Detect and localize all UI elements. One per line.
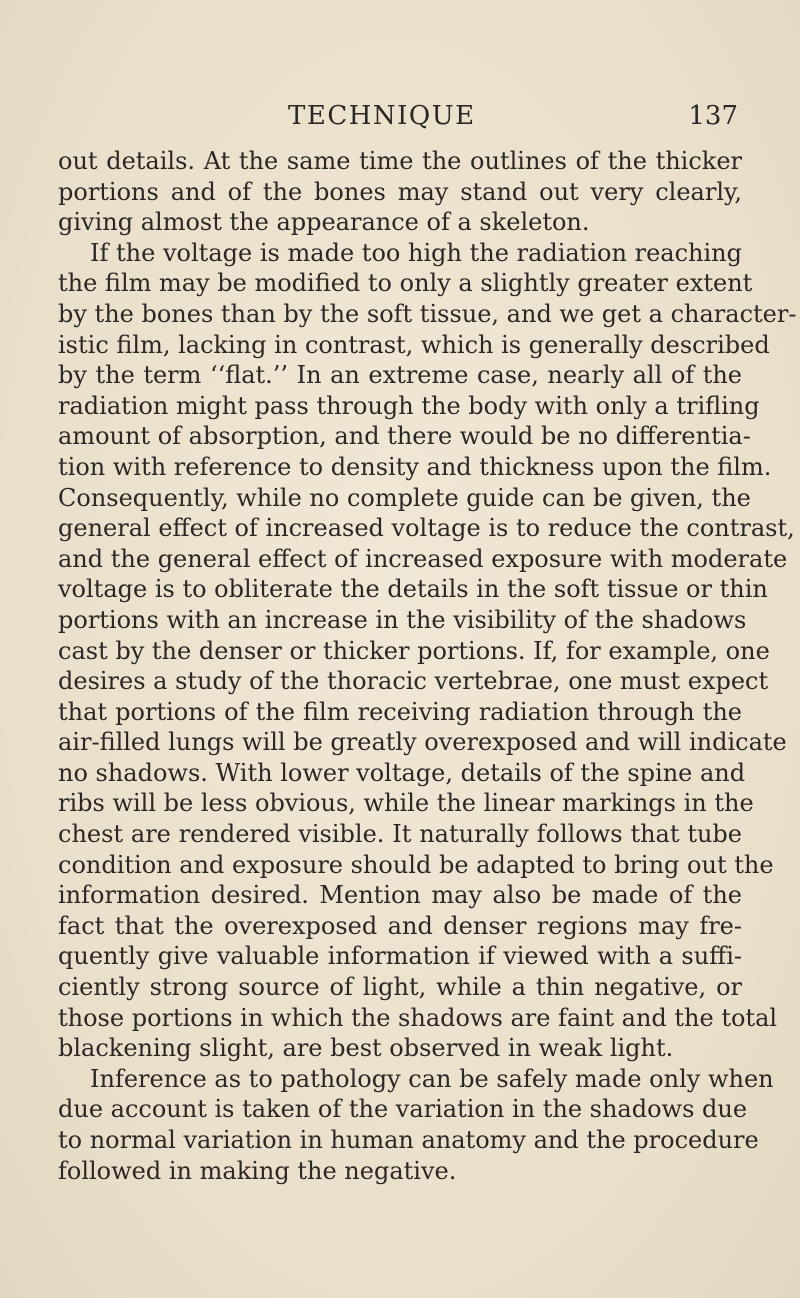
text-line: due account is taken of the variation in the shadows due xyxy=(58,1095,748,1124)
text-line: those portions in which the shadows are faint and the total xyxy=(58,1003,778,1032)
text-line: air-filled lungs will be greatly overexposed and will indicate xyxy=(58,728,787,757)
text-line: ciently strong source of light, while a thin negative, or xyxy=(58,973,742,1002)
text-line: ribs will be less obvious, while the linear markings in the xyxy=(58,789,754,818)
text-line: followed in making the negative. xyxy=(58,1156,457,1185)
text-line: and the general effect of increased exposure with moderate xyxy=(58,544,788,573)
running-head xyxy=(60,98,740,134)
text-line: tion with reference to density and thickness upon the film. xyxy=(58,452,772,481)
text-line: condition and exposure should be adapted to bring out the xyxy=(58,850,774,879)
text-line: general effect of increased voltage is to reduce the contrast, xyxy=(58,514,795,543)
text-line: to normal variation in human anatomy and the procedure xyxy=(58,1126,759,1154)
text-line: quently give valuable information if viewed with a suffi- xyxy=(58,942,742,971)
text-line: no shadows. With lower voltage, details of the spine and xyxy=(58,758,746,787)
text-line: by the term ‘‘flat.’’ In an extreme case, nearly all of the xyxy=(58,361,742,390)
text-line: istic film, lacking in contrast, which is generally described xyxy=(58,330,770,359)
text-line: amount of absorption, and there would be no differentia- xyxy=(58,422,751,451)
text-line: the film may be modified to only a slightly greater extent xyxy=(58,269,753,298)
text-line: fact that the overexposed and denser regions may fre- xyxy=(58,911,742,940)
text-line: desires a study of the thoracic vertebrae, one must expect xyxy=(58,667,769,696)
text-line: information desired. Mention may also be made of the xyxy=(58,881,742,910)
text-line: If the voltage is made too high the radiation reaching xyxy=(90,238,742,267)
text-line: chest are rendered visible. It naturally follows that tube xyxy=(58,820,742,849)
text-line: by the bones than by the soft tissue, and we get a character- xyxy=(58,299,797,328)
text-line: portions and of the bones may stand out very clearly, xyxy=(58,177,742,206)
text-line: cast by the denser or thicker portions. If, for example, one xyxy=(58,636,770,665)
text-line: out details. At the same time the outlines of the thicker xyxy=(58,147,742,175)
text-line: Inference as to pathology can be safely made only when xyxy=(90,1064,774,1093)
text-line: portions with an increase in the visibility of the shadows xyxy=(58,605,747,634)
running-title: TECHNIQUE xyxy=(288,101,476,131)
text-line: voltage is to obliterate the details in the soft tissue or thin xyxy=(58,575,768,604)
text-line: radiation might pass through the body with only a trifling xyxy=(58,391,760,420)
text-line: Consequently, while no complete guide can be given, the xyxy=(58,483,751,512)
text-line: giving almost the appearance of a skeleton. xyxy=(58,208,590,237)
text-line: that portions of the film receiving radiation through the xyxy=(58,697,742,726)
body-text xyxy=(58,146,797,1186)
page-number: 137 xyxy=(688,101,738,131)
text-line: blackening slight, are best observed in weak light. xyxy=(58,1034,674,1063)
